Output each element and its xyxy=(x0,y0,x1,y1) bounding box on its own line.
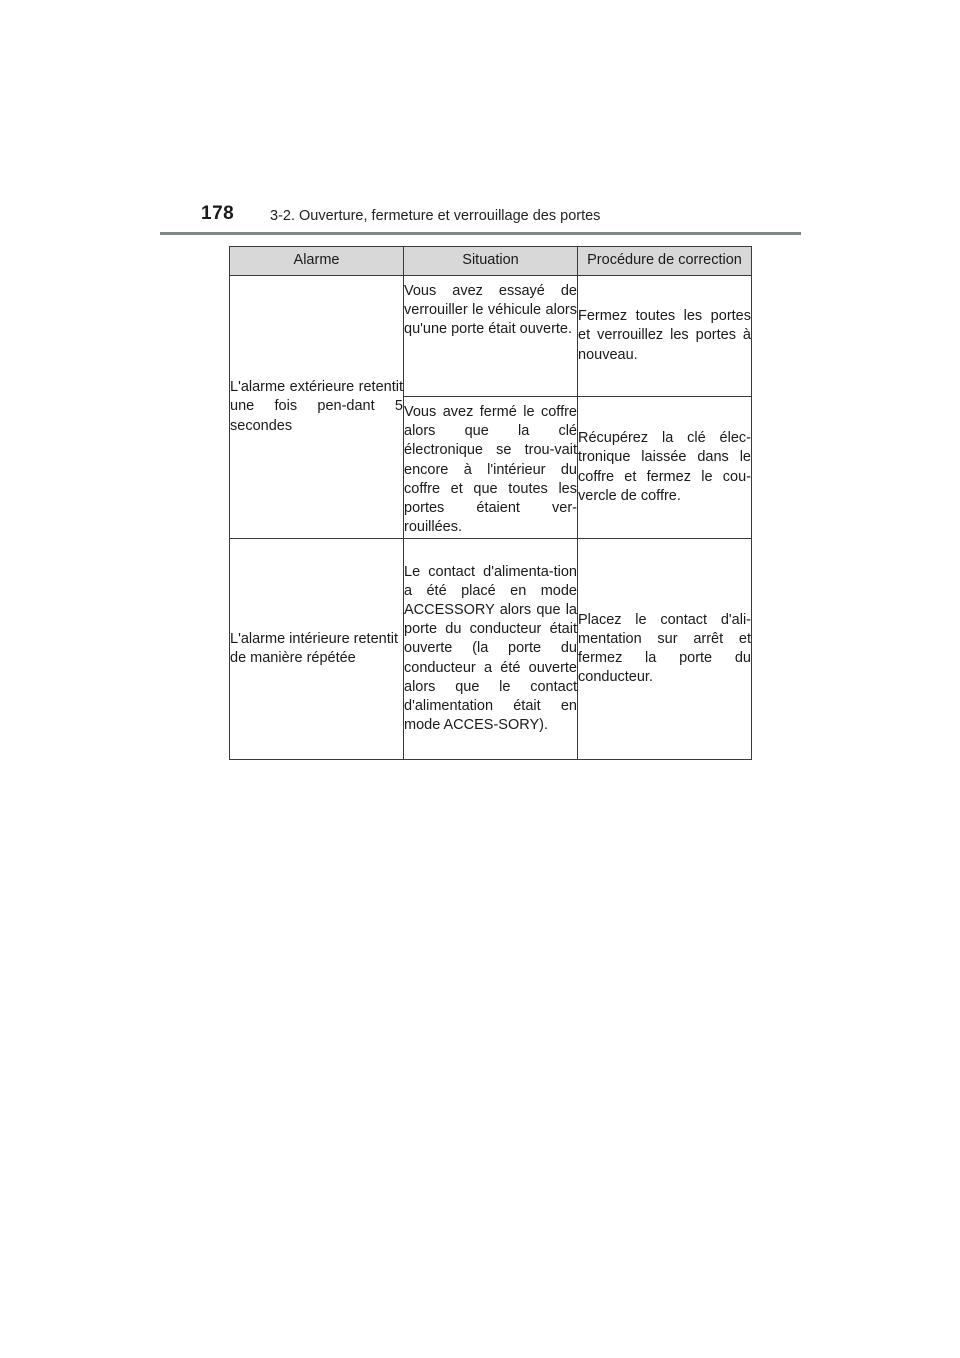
header-divider xyxy=(160,232,801,235)
column-header-alarm: Alarme xyxy=(230,247,404,276)
alarm-cell-interior: L'alarme intérieure retentit de manière répétée xyxy=(230,539,404,760)
situation-cell: Vous avez essayé de verrouiller le véhicule alors qu'une porte était ouverte. xyxy=(404,276,578,397)
table-row xyxy=(230,276,752,397)
correction-cell: Fermez toutes les portes et verrouillez les portes à nouveau. xyxy=(578,276,752,397)
table-header-row xyxy=(230,247,752,276)
column-header-correction: Procédure de correction xyxy=(578,247,752,276)
section-title: 3-2. Ouverture, fermeture et verrouillage des portes xyxy=(270,208,601,224)
alarm-cell-exterior: L'alarme extérieure retentit une fois pen-dant 5 secondes xyxy=(230,276,404,539)
correction-cell: Placez le contact d'ali-mentation sur arrêt et fermez la porte du conducteur. xyxy=(578,539,752,760)
correction-cell: Récupérez la clé élec-tronique laissée dans le coffre et fermez le cou-vercle de coffre. xyxy=(578,397,752,539)
page-number: 178 xyxy=(201,203,235,224)
situation-cell: Vous avez fermé le coffre alors que la clé électronique se trou-vait encore à l'intérieur du coffre et que toutes les portes étaient ver-rouillées. xyxy=(404,397,578,539)
situation-cell: Le contact d'alimenta-tion a été placé en mode ACCESSORY alors que la porte du conducteur était ouverte (la porte du conducteur a été ouverte alors que le contact d'alimentation était en mode ACCES-SORY). xyxy=(404,539,578,760)
alarm-table xyxy=(229,246,752,760)
column-header-situation: Situation xyxy=(404,247,578,276)
table-row xyxy=(230,539,752,760)
